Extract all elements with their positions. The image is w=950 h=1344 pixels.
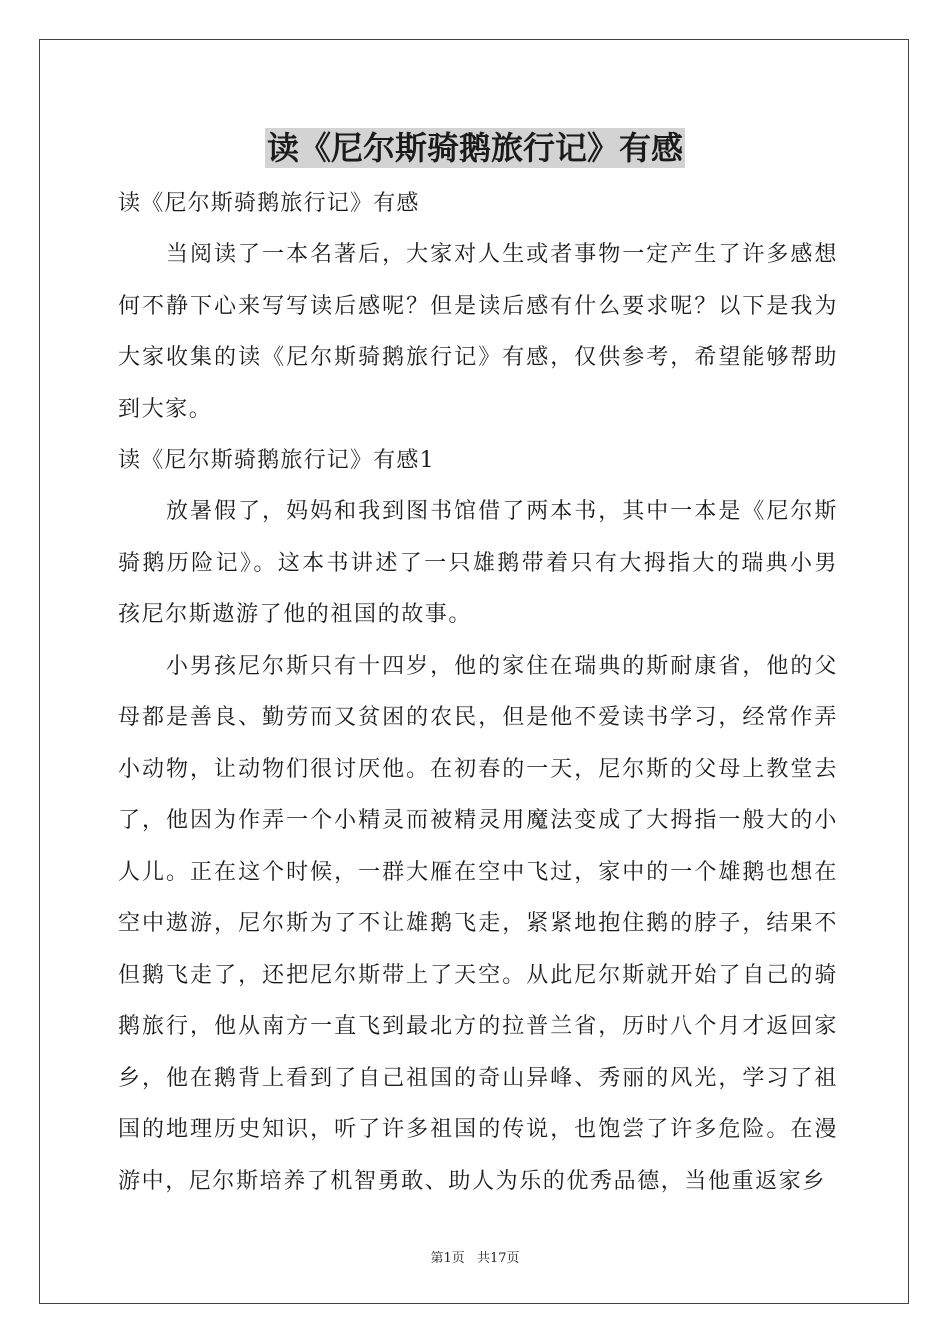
title-container	[0, 128, 950, 168]
intro-paragraph: 当阅读了一本名著后，大家对人生或者事物一定产生了许多感想何不静下心来写写读后感呢？但是读后感有什么要求呢？以下是我为大家收集的读《尼尔斯骑鹅旅行记》有感，仅供参考，希望能够帮助到大家。	[118, 242, 838, 422]
body-paragraph-2: 小男孩尼尔斯只有十四岁，他的家住在瑞典的斯耐康省，他的父母都是善良、勤劳而又贫困的农民，但是他不爱读书学习，经常作弄小动物，让动物们很讨厌他。在初春的一天，尼尔斯的父母上教堂去了，他因为作弄一个小精灵而被精灵用魔法变成了大拇指一般大的小人儿。正在这个时候，一群大雁在空中飞过，家中的一个雄鹅也想在空中遨游，尼尔斯为了不让雄鹅飞走，紧紧地抱住鹅的脖子，结果不但鹅飞走了，还把尼尔斯带上了天空。从此尼尔斯就开始了自己的骑鹅旅行，他从南方一直飞到最北方的拉普兰省，历时八个月才返回家乡，他在鹅背上看到了自己祖国的奇山异峰、秀丽的风光，学习了祖国的地理历史知识，听了许多祖国的传说，也饱尝了许多危险。在漫游中，尼尔斯培养了机智勇敢、助人为乐的优秀品德，当他重返家乡	[118, 653, 838, 1194]
page-total: 共17页	[476, 1251, 520, 1266]
section-heading: 读《尼尔斯骑鹅旅行记》有感1	[118, 448, 435, 473]
page-footer	[0, 1247, 950, 1266]
subtitle: 读《尼尔斯骑鹅旅行记》有感	[118, 191, 420, 216]
page-number: 第1页	[430, 1251, 465, 1266]
document-body	[118, 178, 838, 1207]
document-title: 读《尼尔斯骑鹅旅行记》有感	[266, 129, 683, 167]
body-paragraph-1: 放暑假了，妈妈和我到图书馆借了两本书，其中一本是《尼尔斯骑鹅历险记》。这本书讲述了一只雄鹅带着只有大拇指大的瑞典小男孩尼尔斯遨游了他的祖国的故事。	[118, 499, 838, 627]
